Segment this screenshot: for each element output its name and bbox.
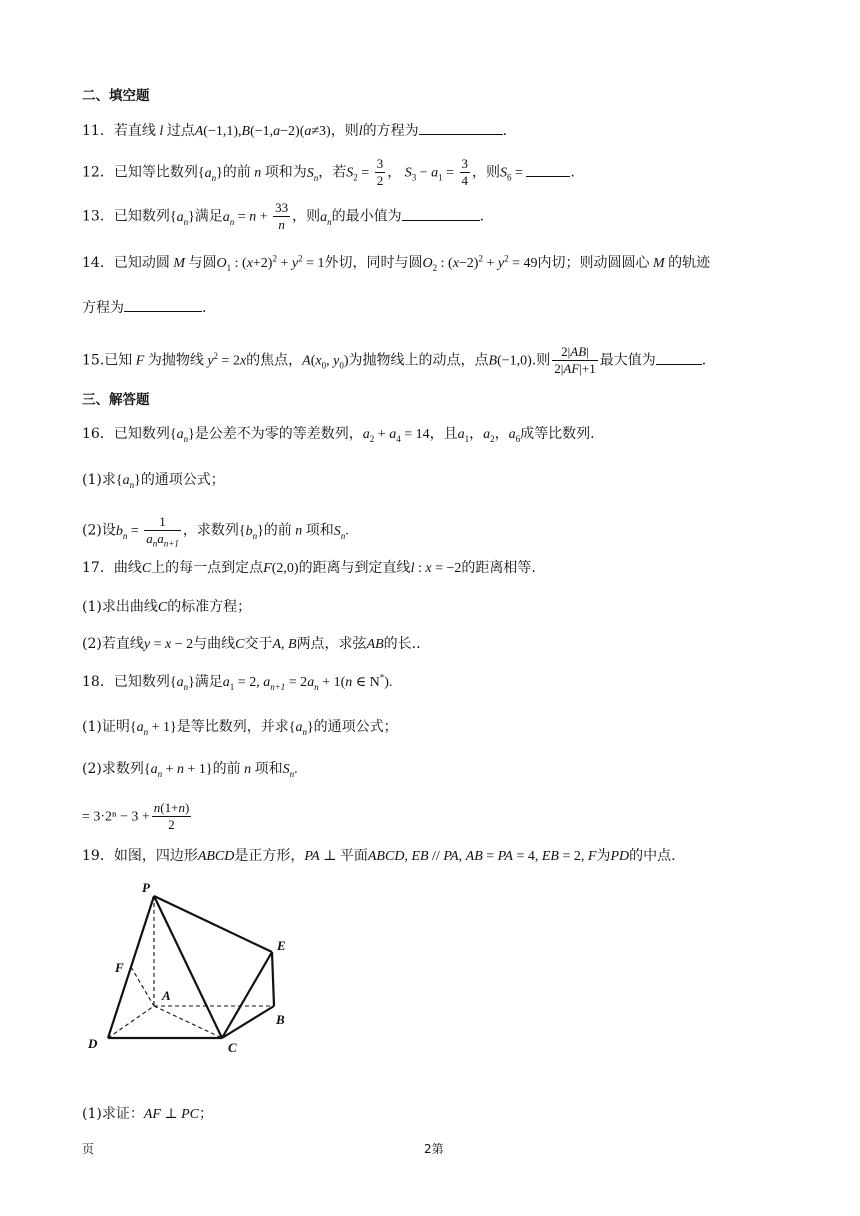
question-14-line2: 方程为 . [82, 297, 206, 318]
question-13: 13．已知数列$\{a_n\}$满足$a_n = n$ + $\frac{33}{n}$ ，则$a_n$的最小值为 . [82, 200, 485, 232]
edge-PC [154, 896, 222, 1038]
edge-EC [222, 952, 272, 1038]
edge-PE [154, 896, 272, 952]
question-18: 18．已知数列$\{a_n\}$满足$a_1 = 2$, $a_{n+1} = 2a_n + 1(n$ ∈ N*). [82, 672, 393, 692]
answer-blank[interactable] [124, 297, 202, 312]
label-E: E [277, 938, 286, 953]
question-15: 15.已知 F 为抛物线 $y^2 = 2x$的焦点，$A(x_0$, $y_0$)为抛物线上的动点，点B(−1,0).则 $\frac{2|AB|}{2|AF|+1}$ 最大值为 . [82, 344, 707, 376]
question-17-part1: (1)求出曲线C的标准方程； [82, 599, 252, 615]
label-C: C [228, 1040, 237, 1055]
question-19-part1: (1)求证：AF ⊥ PC； [82, 1106, 214, 1122]
answer-blank[interactable] [419, 120, 503, 135]
question-16-part2: (2)设$b_n$ = $\frac{1}{a_na_{n+1}}$ ，求数列$\{b_n\}$的前 n 项和$S_n$. [82, 514, 349, 549]
question-11: 11．若直线 l 过点A(−1,1),B(−1,a−2)(a≠3)，则l的方程为 . [82, 120, 507, 142]
geometry-figure [80, 876, 310, 1060]
question-18-answer: = 3·2ⁿ − 3 + $\frac{n(1+n)}{2}$ [82, 800, 190, 832]
answer-blank[interactable] [402, 206, 480, 221]
footer-page-number: 2第 [424, 1142, 444, 1156]
question-12: 12．已知等比数列$\{a_n\}$的前 n 项和为$S_n$，若$S_2$ = $\frac{3}{2}$ ， $S_3 - a_1$ = $\frac{3}{4}$ ，则$S_6$ = . [82, 156, 575, 188]
label-A: A [162, 988, 171, 1003]
question-19: 19．如图，四边形ABCD是正方形，PA ⊥ 平面ABCD, EB // PA, AB = PA = 4, EB = 2, F为PD的中点. [82, 848, 676, 864]
edge-CB [222, 1006, 274, 1038]
answer-blank[interactable] [656, 350, 702, 365]
question-16: 16．已知数列$\{a_n\}$是公差不为零的等差数列，$a_2 + a_4 = 14$，且$a_1$，$a_2$，$a_6$成等比数列. [82, 426, 595, 444]
footer-left: 页 [82, 1142, 95, 1156]
question-17-part2: (2)若直线y = x − 2与曲线C交于A, B两点，求弦AB的长.. [82, 636, 421, 652]
section-heading-solutions: 三、解答题 [82, 392, 150, 408]
answer-blank[interactable] [526, 162, 570, 177]
label-F: F [115, 960, 124, 975]
label-P: P [142, 880, 150, 895]
question-18-part1: (1)证明$\{a_n + 1\}$是等比数列，并求$\{a_n\}$的通项公式； [82, 719, 398, 737]
question-16-part1: (1)求$\{a_n\}$的通项公式； [82, 472, 225, 490]
section-heading-fill-in: 二、填空题 [82, 88, 150, 104]
edge-FA [131, 967, 154, 1006]
label-B: B [276, 1012, 285, 1027]
edge-EB [272, 952, 274, 1006]
edge-AC [154, 1006, 222, 1038]
question-14: 14．已知动圆 M 与圆$O_1$ : $(x+2)^2 + y^2 = 1$外切，同时与圆$O_2$ : $(x-2)^2 + y^2 = 49$内切；则动圆圆心 M 的轨迹 [82, 253, 711, 273]
question-17: 17．曲线C上的每一点到定点F(2,0)的距离与到定直线l : x = −2的距离相等. [82, 560, 536, 576]
edge-DA [108, 1006, 154, 1038]
question-18-part2: (2)求数列$\{a_n + n + 1\}$的前 n 项和$S_n$. [82, 761, 298, 779]
label-D: D [88, 1036, 98, 1051]
